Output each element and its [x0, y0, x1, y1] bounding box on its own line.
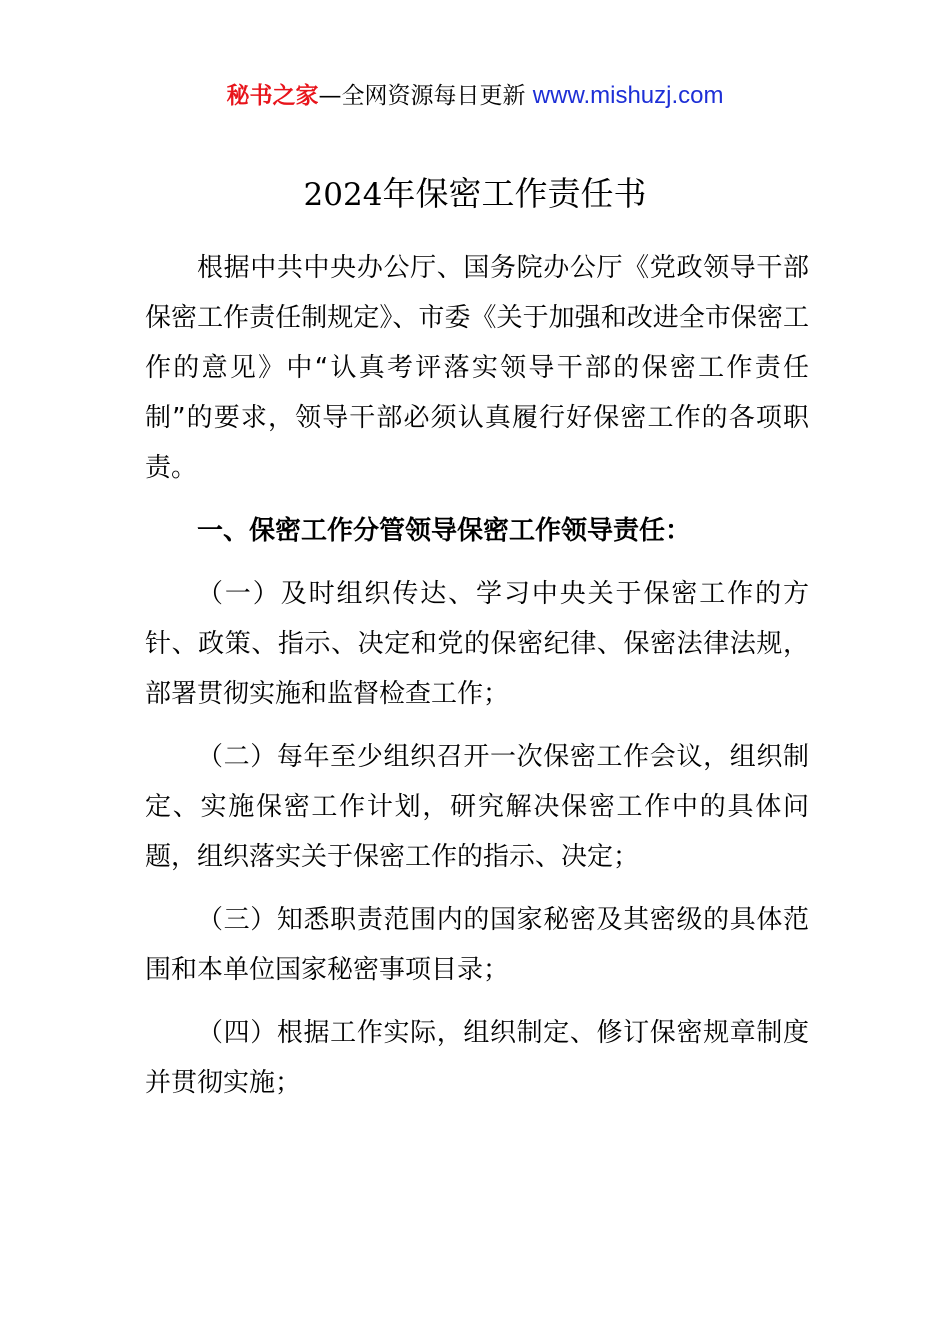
document-title [0, 170, 950, 219]
document-body [145, 243, 809, 1121]
list-item: （三）知悉职责范围内的国家秘密及其密级的具体范围和本单位国家秘密事项目录； [145, 905, 809, 985]
section-heading: 一、保密工作分管领导保密工作领导责任： [197, 516, 692, 546]
intro-paragraph: 根据中共中央办公厅、国务院办公厅《党政领导干部保密工作责任制规定》、市委《关于加强和改进全市保密工作的意见》中“认真考评落实领导干部的保密工作责任制”的要求，领导干部必须认真履行好保密工作的各项职责。 [145, 253, 809, 483]
site-tagline: —全网资源每日更新 [318, 83, 526, 109]
list-item: （四）根据工作实际，组织制定、修订保密规章制度并贯彻实施； [145, 1018, 809, 1098]
site-header [0, 78, 950, 114]
title-text: 年保密工作责任书 [382, 174, 647, 213]
title-year: 2024 [303, 177, 383, 213]
site-brand: 秘书之家 [226, 83, 319, 109]
site-url-link[interactable]: www.mishuzj.com [532, 82, 724, 109]
list-item: （二）每年至少组织召开一次保密工作会议，组织制定、实施保密工作计划，研究解决保密工作中的具体问题，组织落实关于保密工作的指示、决定； [145, 742, 809, 872]
list-item: （一）及时组织传达、学习中央关于保密工作的方针、政策、指示、决定和党的保密纪律、保密法律法规，部署贯彻实施和监督检查工作； [145, 579, 809, 709]
